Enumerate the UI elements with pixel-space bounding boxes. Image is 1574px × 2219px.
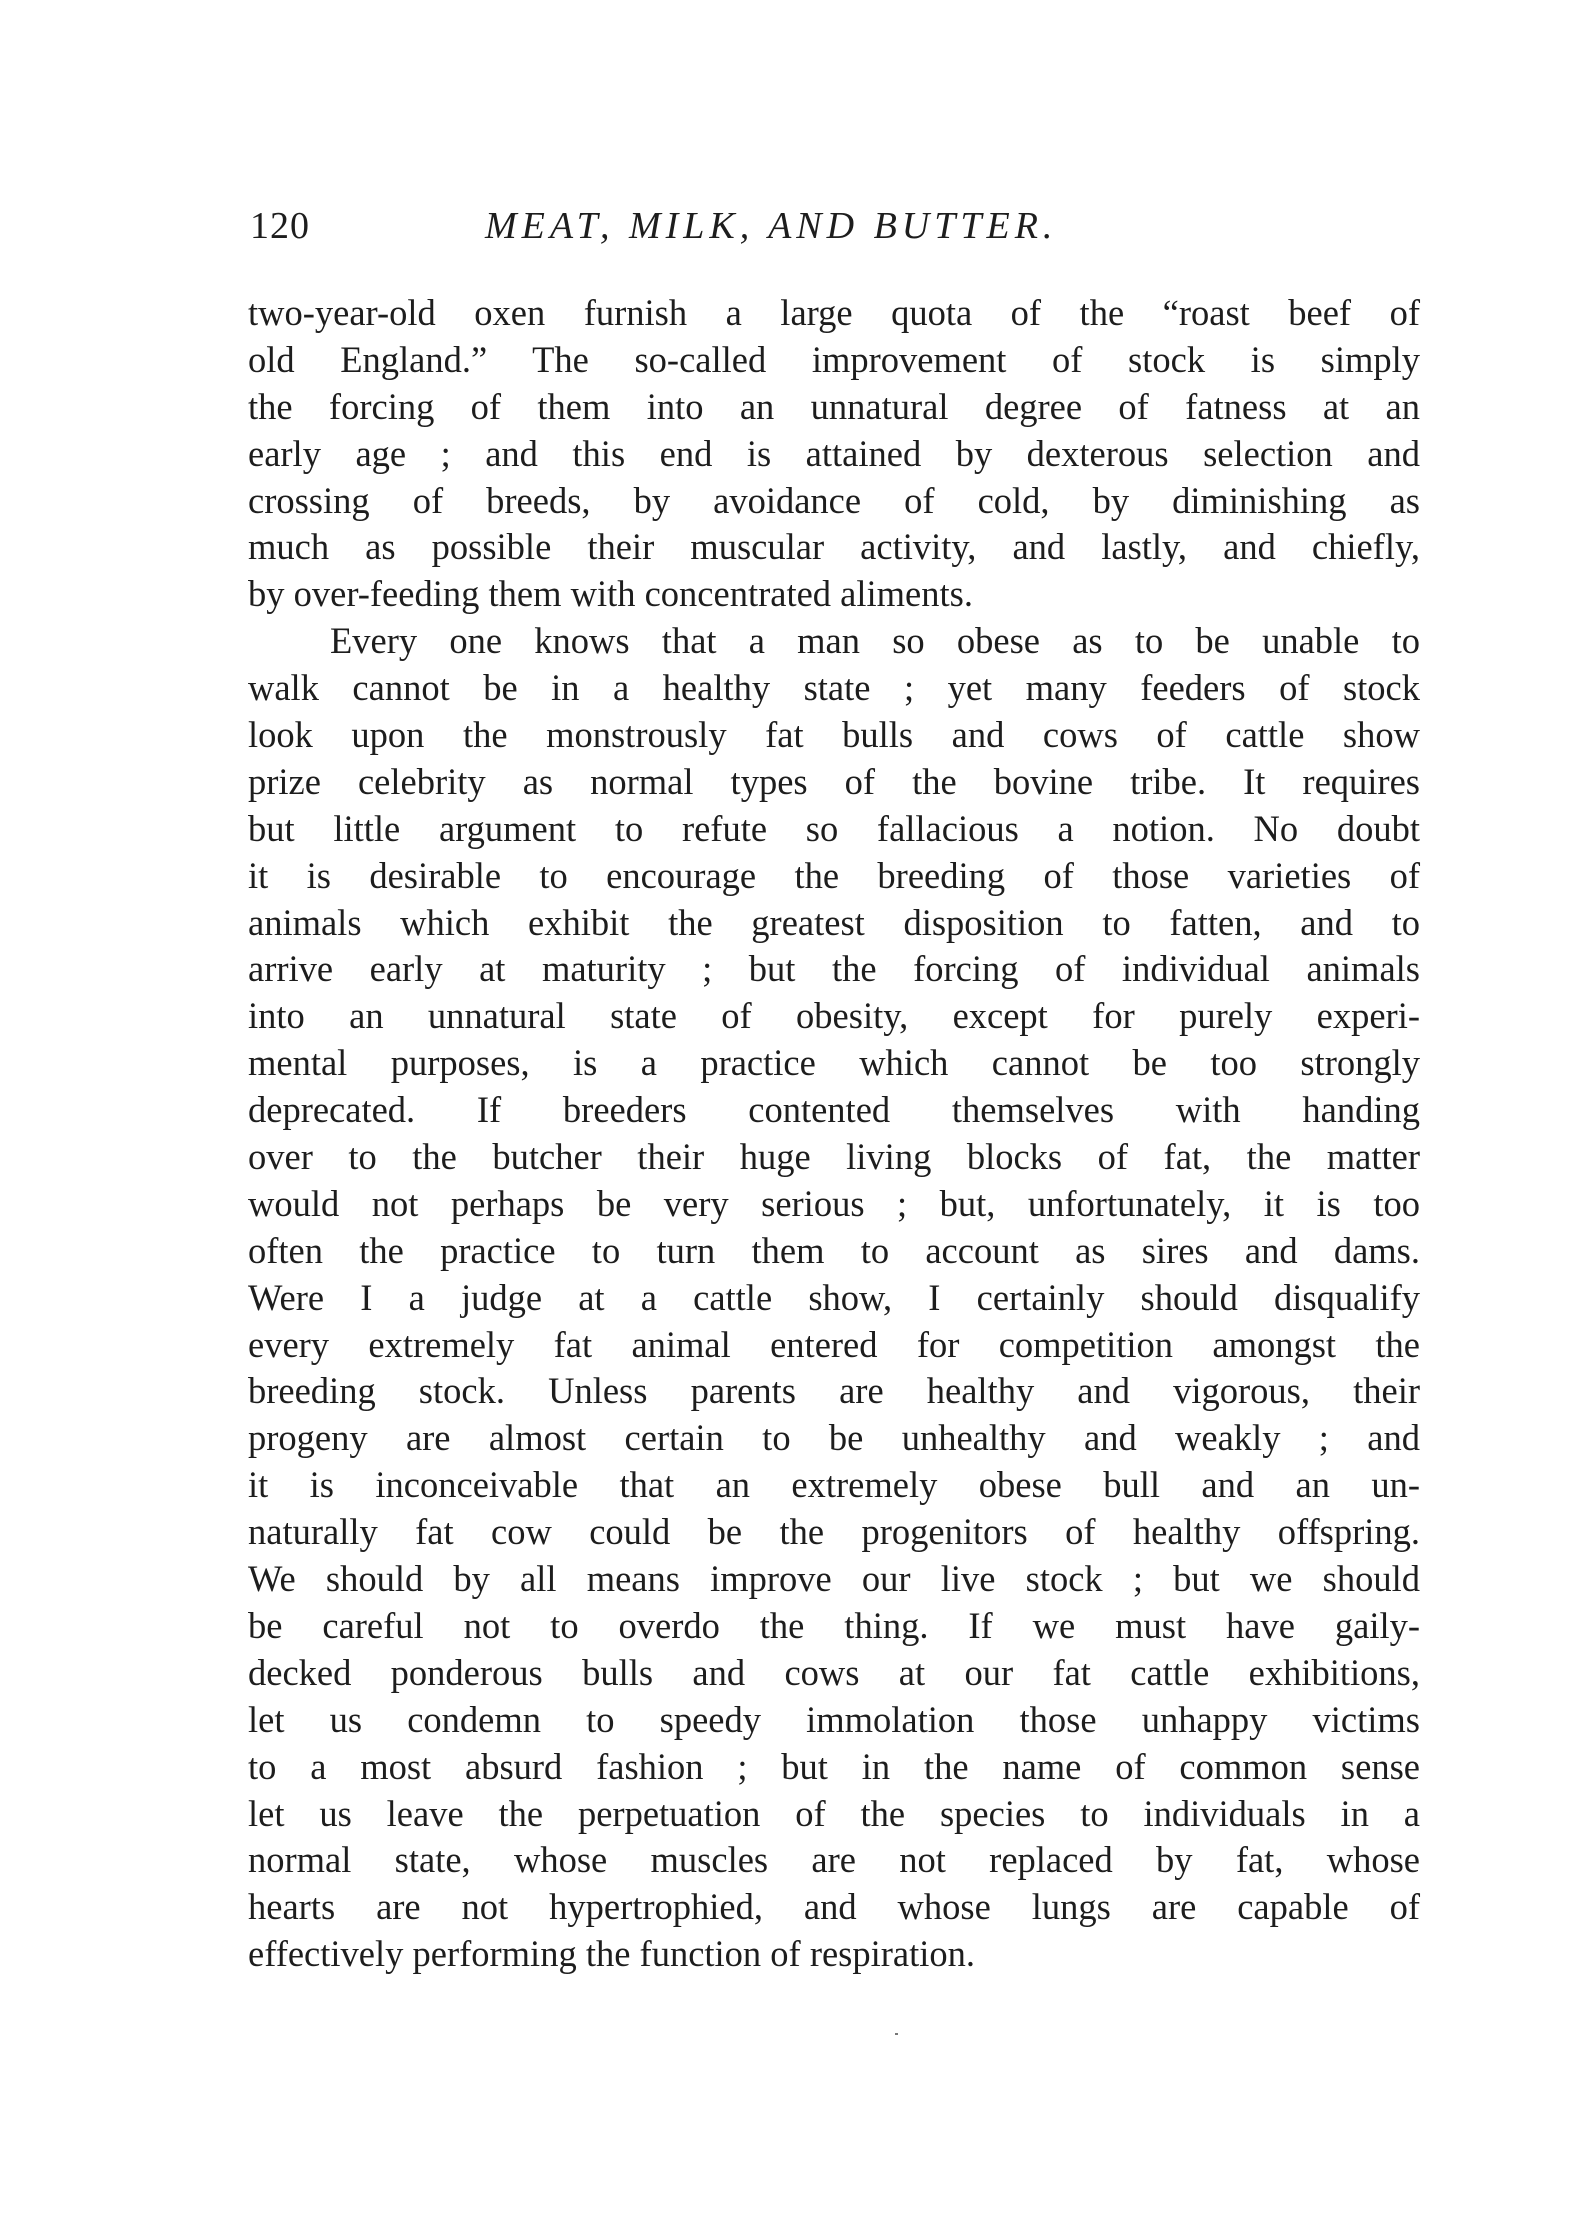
text-line: let us condemn to speedy immolation those unhappy victims [248, 1698, 1420, 1740]
text-line: We should by all means improve our live stock ; but we should [248, 1558, 1420, 1600]
text-line: every extremely fat animal entered for competition amongst the [248, 1323, 1420, 1365]
text-line: decked ponderous bulls and cows at our fat cattle exhibitions, [248, 1651, 1420, 1693]
text-line: breeding stock. Unless parents are healthy and vigorous, their [248, 1370, 1420, 1412]
text-line: progeny are almost certain to be unhealthy and weakly ; and [248, 1417, 1420, 1459]
text-line: mental purposes, is a practice which cannot be too strongly [248, 1042, 1420, 1084]
text-line: often the practice to turn them to account as sires and dams. [248, 1229, 1420, 1271]
text-line: normal state, whose muscles are not replaced by fat, whose [248, 1839, 1420, 1881]
text-line: deprecated. If breeders contented themselves with handing [248, 1089, 1420, 1131]
running-title: MEAT, MILK, AND BUTTER. [485, 205, 1058, 247]
text-line: hearts are not hypertrophied, and whose lungs are capable of [248, 1886, 1420, 1928]
running-head [250, 204, 1420, 254]
print-speck [895, 2033, 898, 2035]
text-line: walk cannot be in a healthy state ; yet many feeders of stock [248, 667, 1420, 709]
text-line: would not perhaps be very serious ; but, unfortunately, it is too [248, 1182, 1420, 1224]
text-line: arrive early at maturity ; but the forcing of individual animals [248, 948, 1420, 990]
text-line: animals which exhibit the greatest disposition to fatten, and to [248, 901, 1420, 943]
text-line: Every one knows that a man so obese as to be unable to [330, 620, 1420, 662]
body-text [248, 290, 1420, 1978]
text-line: let us leave the perpetuation of the species to individuals in a [248, 1792, 1420, 1834]
text-line: over to the butcher their huge living blocks of fat, the matter [248, 1136, 1420, 1178]
text-line: it is inconceivable that an extremely obese bull and an un- [248, 1464, 1420, 1506]
text-line: into an unnatural state of obesity, except for purely experi- [248, 995, 1420, 1037]
text-line: it is desirable to encourage the breeding of those varieties of [248, 854, 1420, 896]
text-line: much as possible their muscular activity, and lastly, and chiefly, [248, 526, 1420, 568]
text-line: look upon the monstrously fat bulls and cows of cattle show [248, 714, 1420, 756]
text-line: by over-feeding them with concentrated aliments. [248, 573, 973, 615]
page-number: 120 [250, 205, 310, 247]
text-line: effectively performing the function of respiration. [248, 1933, 976, 1975]
text-line: to a most absurd fashion ; but in the name of common sense [248, 1745, 1420, 1787]
text-line: crossing of breeds, by avoidance of cold, by diminishing as [248, 479, 1420, 521]
text-line: two-year-old oxen furnish a large quota of the “roast beef of [248, 292, 1420, 333]
text-line: early age ; and this end is attained by dexterous selection and [248, 432, 1420, 474]
text-line: the forcing of them into an unnatural degree of fatness at an [248, 385, 1420, 427]
text-line: Were I a judge at a cattle show, I certainly should disqualify [248, 1276, 1420, 1318]
text-line: but little argument to refute so fallacious a notion. No doubt [248, 807, 1420, 849]
text-line: be careful not to overdo the thing. If we must have gaily- [248, 1604, 1420, 1646]
text-line: old England.” The so-called improvement of stock is simply [248, 338, 1420, 380]
text-line: prize celebrity as normal types of the bovine tribe. It requires [248, 760, 1420, 802]
text-line: naturally fat cow could be the progenitors of healthy offspring. [248, 1511, 1420, 1553]
